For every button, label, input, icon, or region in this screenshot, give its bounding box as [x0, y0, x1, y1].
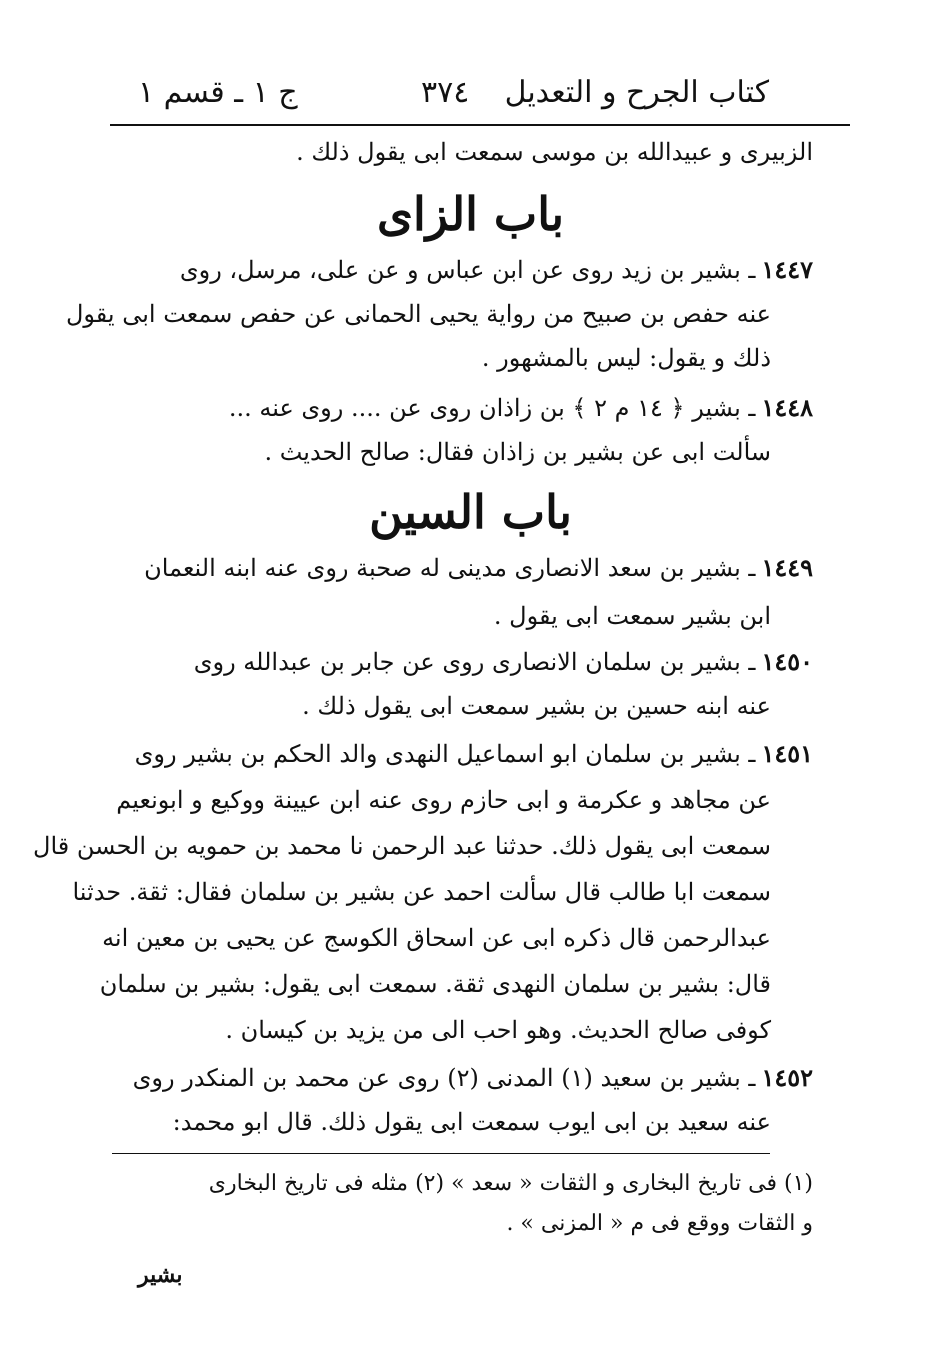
- footnote-line-2: و الثقات ووقع فى م « المزنى » .: [506, 1211, 813, 1236]
- entry-1447-line-1: [180, 250, 813, 290]
- entry-number: ١٤٤٩: [761, 553, 813, 582]
- header-rule: [110, 124, 850, 126]
- entry-1451-line-7: كوفى صالح الحديث. وهو احب الى من يزيد بن كيسان .: [225, 1016, 771, 1044]
- entry-text: ـ بشير بن سعد الانصارى مدينى له صحبة روى عنه ابنه النعمان: [144, 554, 756, 582]
- entry-1451-line-4: سمعت ابا طالب قال سألت احمد عن بشير بن سلمان فقال: ثقة. حدثنا: [72, 878, 771, 906]
- footnote-line-1: (١) فى تاريخ البخارى و الثقات « سعد » (٢) مثله فى تاريخ البخارى: [208, 1171, 813, 1196]
- entry-1451-line-3: سمعت ابى يقول ذلك. حدثنا عبد الرحمن نا محمد بن حمويه بن الحسن قال: [33, 832, 771, 860]
- entry-1447-line-3: ذلك و يقول: ليس بالمشهور .: [481, 344, 771, 372]
- entry-1449-line-2: ابن بشير سمعت ابى يقول .: [493, 602, 771, 630]
- entry-1449-line-1: [144, 548, 813, 588]
- running-title: كتاب الجرح و التعديل: [504, 75, 769, 110]
- entry-1451-line-5: عبدالرحمن قال ذكره ابى عن اسحاق الكوسج عن يحيى بن معين انه: [102, 924, 771, 952]
- volume-label: ج ١ ـ قسم ١: [138, 75, 298, 110]
- entry-number: ١٤٥٠: [761, 647, 813, 676]
- entry-text: ـ بشير ﴿ ١٤ م ٢ ﴾ بن زاذان روى عن .... روى عنه ...: [228, 394, 756, 422]
- entry-text: ـ بشير بن زيد روى عن ابن عباس و عن على، مرسل، روى: [179, 256, 756, 284]
- section-heading-sin: باب السين: [369, 485, 572, 539]
- entry-1451-line-2: عن مجاهد و عكرمة و ابى حازم روى عنه ابن عيينة ووكيع و ابونعيم: [116, 786, 771, 814]
- entry-1452-line-2: عنه سعيد بن ابى ايوب سمعت ابى يقول ذلك. قال ابو محمد:: [172, 1108, 771, 1136]
- entry-1451-line-1: [135, 734, 813, 774]
- catchword: بشير: [138, 1262, 183, 1288]
- entry-text: ـ بشير بن سلمان ابو اسماعيل النهدى والد الحكم بن بشير روى: [134, 740, 756, 768]
- entry-1452-line-1: [133, 1058, 813, 1098]
- entry-text: ـ بشير بن سعيد (١) المدنى (٢) روى عن محمد بن المنكدر روى: [132, 1064, 756, 1092]
- text-line: الزبيرى و عبيدالله بن موسى سمعت ابى يقول ذلك .: [296, 138, 813, 166]
- entry-number: ١٤٤٧: [761, 255, 813, 284]
- entry-1448-line-1: [229, 388, 813, 428]
- entry-1450-line-1: [194, 642, 813, 682]
- entry-1448-line-2: سألت ابى عن بشير بن زاذان فقال: صالح الحديث .: [264, 438, 771, 466]
- entry-number: ١٤٥١: [761, 739, 813, 768]
- entry-1451-line-6: قال: بشير بن سلمان النهدى ثقة. سمعت ابى يقول: بشير بن سلمان: [99, 970, 771, 998]
- section-heading-zay: باب الزاى: [376, 187, 565, 241]
- entry-number: ١٤٥٢: [761, 1063, 813, 1092]
- footnote-rule: [112, 1153, 770, 1154]
- entry-1450-line-2: عنه ابنه حسين بن بشير سمعت ابى يقول ذلك .: [302, 692, 771, 720]
- entry-number: ١٤٤٨: [761, 393, 813, 422]
- page-number: ٣٧٤: [421, 75, 470, 110]
- entry-text: ـ بشير بن سلمان الانصارى روى عن جابر بن عبدالله روى: [193, 648, 756, 676]
- entry-1447-line-2: عنه حفص بن صبيح من رواية يحيى الحمانى عن حفص سمعت ابى يقول: [65, 300, 771, 328]
